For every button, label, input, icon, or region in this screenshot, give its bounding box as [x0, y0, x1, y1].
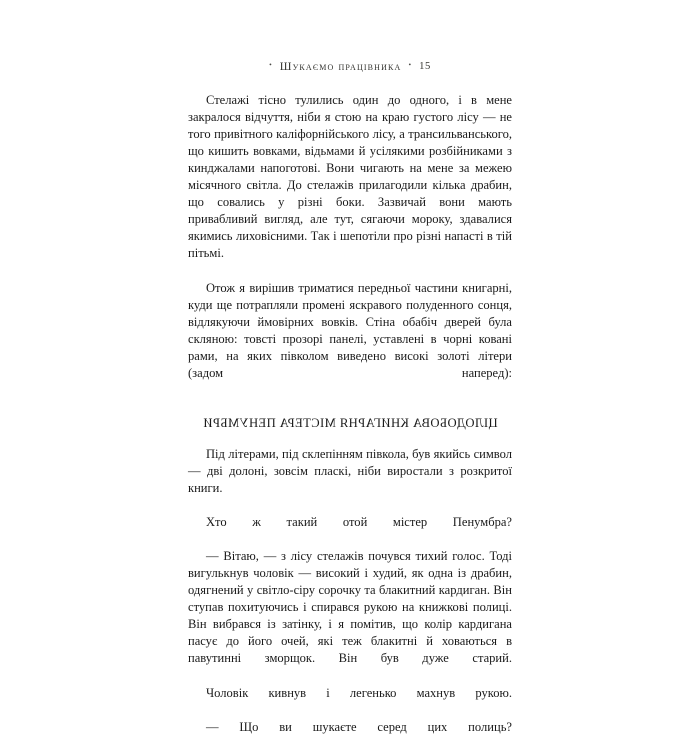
shop-sign-text: ЦІЛОДОБОВА КНИГАРНЯ МІСТЕРА ПЕНУМБРИ	[202, 416, 498, 431]
page-number: 15	[419, 60, 431, 72]
paragraph: Отож я вирішив триматися передньої частини книгарні, куди ще потрапляли промені яскравого полуденного сонця, відлякуючи ймовірних вовків. Стіна обабіч дверей була скляною: товсті прозорі панелі, уставлені в чорні ковані рами, на яких півколом виведено високі золоті літери (задом наперед):	[188, 280, 512, 380]
paragraph: Чоловік кивнув і легенько махнув рукою.	[206, 685, 512, 700]
body-text-column	[188, 92, 512, 753]
running-head-title: Шукаємо працівника	[279, 59, 402, 73]
running-head	[188, 58, 512, 74]
ornament-bullet-right: •	[408, 60, 413, 70]
paragraph: — Вітаю, — з лісу стелажів почувся тихий голос. Тоді вигулькнув чоловік — високий і худий, як одна із драбин, одягнений у світло-сіру сорочку та блакитний кардиган. Він ступав похитуючись і спирався рукою на книжкові полиці. Він вибрався із затінку, і я помітив, що колір кардигана пасує до його очей, які теж блакитні й ховаються в павутинні зморщок. Він був дуже старий.	[188, 549, 512, 666]
paragraph: Хто ж такий отой містер Пенумбра?	[206, 515, 512, 530]
paragraph: Під літерами, під склепінням півкола, був якийсь символ — дві долоні, зовсім пласкі, ніби виростали з розкритої книги.	[188, 446, 512, 495]
shop-sign-mirrored	[188, 399, 512, 446]
paragraph: Стелажі тісно тулились один до одного, і в мене закралося відчуття, ніби я стою на краю густого лісу — не того привітного каліфорнійського лісу, а трансильванського, що кишить вовками, відьмами й усілякими розбійниками з кинджалами напоготові. Вони чигають на мене за межею місячного світла. До стелажів прилагодили кілька драбин, що совались у різні боки. Зазвичай вони мають привабливий вигляд, але тут, сягаючи мороку, здавалися якимись лиховісними. Так і шепотіли про різні напасті в тій пітьмі.	[188, 93, 512, 261]
ornament-bullet-left: •	[269, 60, 273, 70]
paragraph: — Що ви шукаєте серед цих полиць?	[206, 719, 512, 734]
